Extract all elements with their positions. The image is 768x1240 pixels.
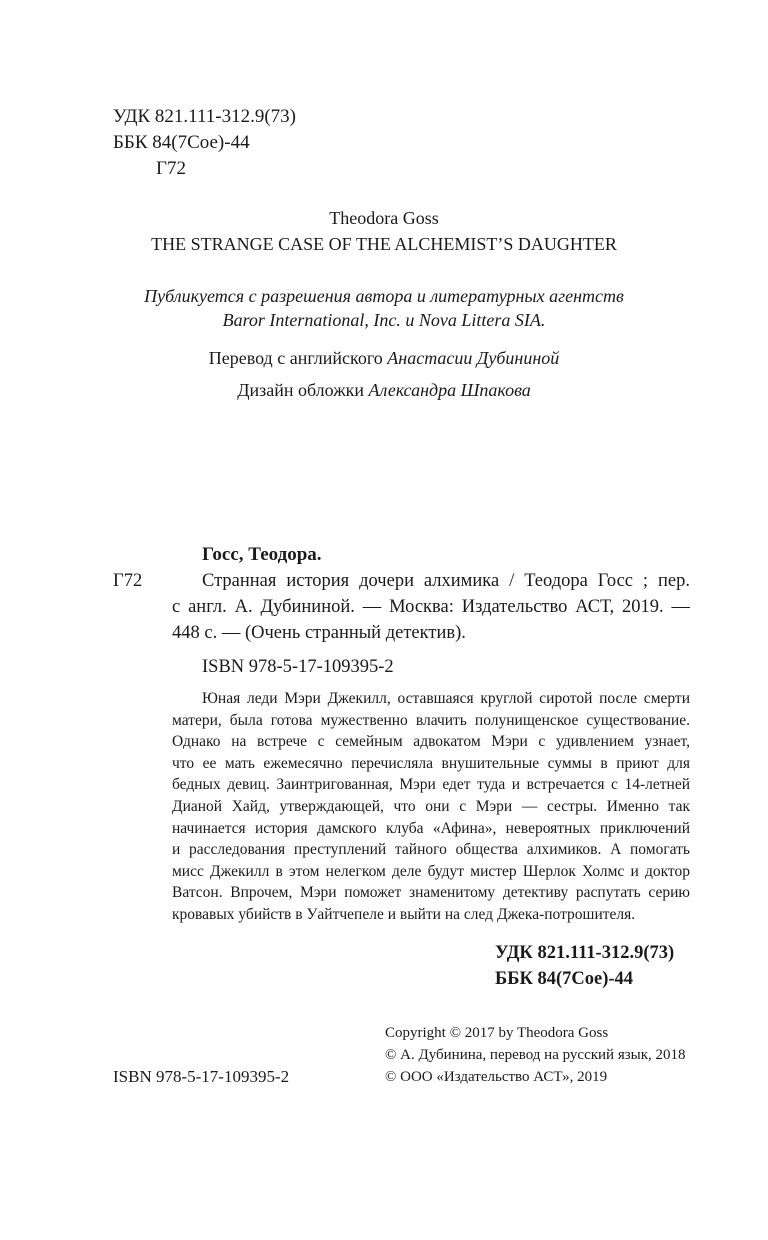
translation-label: Перевод с английского: [208, 348, 388, 368]
annotation-line: бедных девиц. Заинтригованная, Мэри едет туда и встречается с 14-летней: [172, 776, 690, 794]
udk-code-top: УДК 821.111-312.9(73): [113, 106, 296, 127]
annotation-line: Дианой Хайд, утверждающей, что они с Мэри — сестры. Именно так: [172, 797, 690, 815]
cover-label: Дизайн обложки: [237, 380, 369, 400]
catalog-isbn: ISBN 978-5-17-109395-2: [202, 657, 394, 677]
catalog-line: 448 с. — (Очень странный детектив).: [172, 623, 466, 643]
rights-line-1: Публикуется с разрешения автора и литературных агентств: [144, 286, 624, 306]
annotation-line: начинается история дамского клуба «Афина», невероятных приключений: [172, 819, 690, 837]
annotation-line: Юная леди Мэри Джекилл, оставшаяся круглой сиротой после смерти: [202, 690, 690, 707]
cover-credit: [0, 378, 768, 402]
annotation-line: матери, была готова мужественно влачить полунищенское существование.: [172, 711, 690, 729]
translation-credit: [0, 346, 768, 370]
copyright-line-2: © А. Дубинина, перевод на русский язык, 2018: [385, 1047, 686, 1063]
annotation-line: и расследования преступлений тайного общества алхимиков. А помогать: [172, 841, 690, 859]
rights-line-2: Baror International, Inc. и Nova Littera SIA.: [222, 310, 546, 330]
annotation-line: Ватсон. Впрочем, Мэри поможет знаменитому детективу распутать серию: [172, 884, 690, 902]
annotation-line: мисс Джекилл в этом нелегком деле будут мистер Шерлок Холмс и доктор: [172, 862, 690, 880]
catalog-description: [172, 568, 690, 646]
catalog-author-mark: Г72: [113, 571, 143, 591]
bbk-code-bottom: ББК 84(7Сое)-44: [495, 969, 634, 989]
annotation-line: кровавых убийств в Уайтчепеле и выйти на след Джека-потрошителя.: [172, 905, 636, 923]
catalog-line: Странная история дочери алхимика / Теодора Госс ; пер.: [202, 571, 690, 591]
copyright-line-3: © ООО «Издательство АСТ», 2019: [385, 1069, 608, 1085]
annotation-line: Однако на встрече с семейным адвокатом Мэри с удивлением узнает,: [172, 733, 690, 751]
cover-designer-name: Александра Шпакова: [368, 380, 531, 400]
annotation: [172, 688, 690, 926]
original-title: THE STRANGE CASE OF THE ALCHEMIST’S DAUGHTER: [151, 234, 617, 254]
catalog-line: с англ. А. Дубининой. — Москва: Издательство АСТ, 2019. —: [172, 597, 690, 617]
udk-code-bottom: УДК 821.111-312.9(73): [495, 943, 675, 963]
bbk-code-top: ББК 84(7Сое)-44: [113, 132, 250, 153]
original-author: Theodora Goss: [329, 208, 439, 228]
annotation-line: что ее мать ежемесячно перечисляла внушительные суммы в приют для: [172, 754, 690, 772]
copyright-line-1: Copyright © 2017 by Theodora Goss: [385, 1025, 609, 1041]
catalog-heading: Госс, Теодора.: [202, 544, 322, 565]
author-mark-top: Г72: [156, 158, 186, 179]
translator-name: Анастасии Дубининой: [387, 348, 560, 368]
isbn-bottom: ISBN 978-5-17-109395-2: [113, 1067, 290, 1086]
